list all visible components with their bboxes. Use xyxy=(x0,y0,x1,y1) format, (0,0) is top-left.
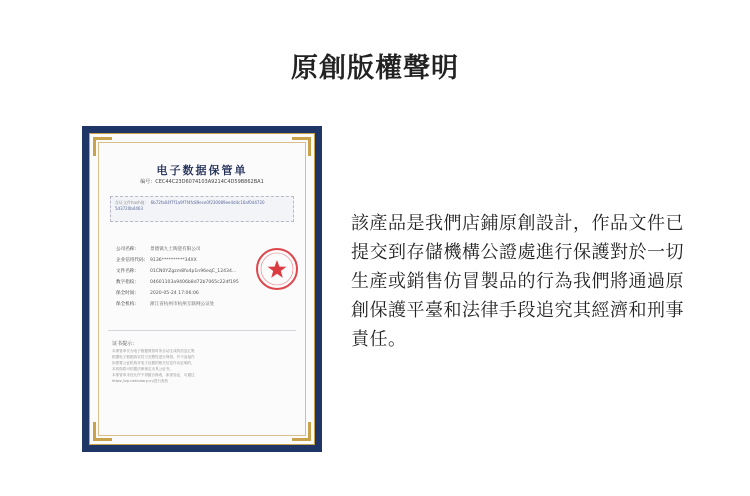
notice-body xyxy=(112,348,292,384)
notary-seal-icon xyxy=(254,246,300,292)
field-value: 2020-05-24 17:06:06 xyxy=(150,291,199,296)
notice-line: 本保管单仅为电子数据保管时所自动生成的信息汇集 xyxy=(112,349,195,353)
corner-ornament xyxy=(93,422,112,441)
field-value: 01CN0YZgzm8fo4p1n96eqC_12434... xyxy=(150,269,237,274)
field-row xyxy=(116,266,276,277)
divider xyxy=(108,330,296,331)
field-label: 保全时间: xyxy=(116,291,136,296)
field-row xyxy=(116,299,276,310)
hash-label: 存证文件hash值： xyxy=(115,200,149,205)
field-value: 9136**********34XX xyxy=(150,258,197,263)
field-row xyxy=(116,288,276,299)
certificate-number-value: CEC44C23D6074103A9214C4D59B862BA1 xyxy=(155,179,264,185)
certificate-number-label: 编号： xyxy=(140,179,156,185)
field-label: 保全机构: xyxy=(116,302,136,307)
field-value: 04601103a9406b8d72b7065c22df195 xyxy=(150,280,239,285)
page-title: 原創版權聲明 xyxy=(291,53,459,84)
hash-box xyxy=(110,196,294,222)
field-label: 数字指纹: xyxy=(116,280,136,285)
notice-line: 本机构将可依据法律规定出具公证书。 xyxy=(112,367,174,371)
certificate-paper xyxy=(89,133,315,445)
notice-line: 本保管单未经允许不得擅自修改，如需验证，可通过 xyxy=(112,373,195,377)
field-label: 企业信用代码: xyxy=(116,258,146,263)
field-row xyxy=(116,255,276,266)
corner-ornament xyxy=(292,422,311,441)
field-value: 浙江省杭州市杭州互联网公证处 xyxy=(150,302,215,307)
copyright-statement: 該產品是我們店鋪原創設計，作品文件已提交到存儲機構公證處進行保護對於一切生產或銷售仿冒製品的行為我們將通過原創保護平臺和法律手段追究其經濟和刑事責任。 xyxy=(351,213,684,350)
field-row xyxy=(116,277,276,288)
field-label: 文件名称: xyxy=(116,269,136,274)
field-label: 公司名称: xyxy=(116,247,136,252)
certificate-title: 电子数据保管单 xyxy=(156,164,248,177)
notice-line: 根据电子数据真实性与完整性进行保管，并不直接作 xyxy=(112,355,195,359)
notice-line: https://zp.netnotary.cn/进行查验 xyxy=(112,379,169,383)
notice-line: 如需要公证机构对电子证据的相关信息作出证明的， xyxy=(112,361,195,365)
notice-title: 证书提示： xyxy=(112,341,138,347)
corner-ornament xyxy=(292,137,311,156)
certificate-number xyxy=(90,178,314,185)
certificate-image xyxy=(82,126,322,452)
certificate-fields xyxy=(116,244,276,310)
field-value: 景德镇九土陶瓷有限公司 xyxy=(150,247,201,252)
corner-ornament xyxy=(93,137,112,156)
field-row xyxy=(116,244,276,255)
hash-value: 6b72fa04f7f1a9f7f4fc89ece0f230089ee4d4c16af0d4720 5d3720b4463 xyxy=(115,200,265,211)
